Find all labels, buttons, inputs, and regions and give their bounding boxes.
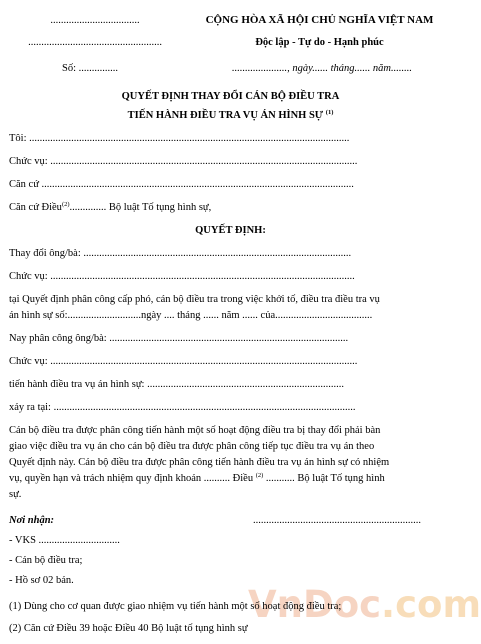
date-line: ....................., ngày...... tháng...... năm........ — [232, 63, 412, 74]
decision-heading: QUYẾT ĐỊNH: — [195, 225, 266, 236]
org-line-2: ................................................... — [28, 37, 162, 48]
recipient-item: - Cán bộ điều tra; — [9, 555, 83, 566]
field-can-cu-dieu: Căn cứ Điều$^{(2)}$.............. Bộ luật Tố tụng hình sự, — [9, 201, 212, 213]
org-line-1: .................................. — [50, 15, 140, 26]
document-title-line-2: TIẾN HÀNH ĐIỀU TRA VỤ ÁN HÌNH SỰ $^{(1)}$ — [127, 109, 334, 121]
footnote-2: (2) Căn cứ Điều 39 hoặc Điều 40 Bộ luật tố tụng hình sự — [9, 623, 248, 634]
paragraph-line-3: Quyết định này. Cán bộ điều tra được phân công tiến hành điều tra vụ án hình sự có nhiệm — [9, 457, 390, 468]
field-tien-hanh: tiến hành điều tra vụ án hình sự: ........................................................................... — [9, 379, 344, 390]
vndoc-watermark: VnDoc.com — [248, 583, 481, 626]
footnote-1: (1) Dùng cho cơ quan được giao nhiệm vụ tiến hành một số hoạt động điều tra; — [9, 601, 342, 612]
recipients-heading: Nơi nhận: — [9, 515, 55, 526]
recipient-item: - Hồ sơ 02 bản. — [9, 575, 74, 586]
paragraph-line-1: Cán bộ điều tra được phân công tiến hành một số hoạt động điều tra bị thay đổi phải bàn — [9, 425, 381, 436]
signature-line: ................................................................ — [253, 515, 421, 526]
tai-quyet-dinh-line-2: án hình sự số:............................ngày .... tháng ...... năm ...... của..................................... — [9, 310, 373, 321]
field-can-cu: Căn cứ ....................................................................................................................... — [9, 179, 354, 190]
field-thay-doi: Thay đổi ông/bà: ...................................................................................................... — [9, 248, 352, 259]
document-title-line-1: QUYẾT ĐỊNH THAY ĐỔI CÁN BỘ ĐIỀU TRA — [121, 91, 340, 102]
tai-quyet-dinh-line-1: tại Quyết định phân công cấp phó, cán bộ điều tra trong việc khởi tố, điều tra điều tra vụ — [9, 294, 380, 305]
document-number: Số: ............... — [62, 63, 119, 74]
field-nay-phan-cong: Nay phân công ông/bà: ........................................................................................... — [9, 333, 349, 344]
paragraph-line-2: giao việc điều tra vụ án cho cán bộ điều tra được phân công tiếp tục điều tra vụ án theo — [9, 441, 375, 452]
field-chuc-vu-1: Chức vụ: ..................................................................................................................... — [9, 156, 358, 167]
paragraph-line-4: vụ, quyền hạn và trách nhiệm quy định khoản .......... Điều $^{(2)}$ ........... Bộ luật Tố tụng hình — [9, 472, 385, 484]
nation-name: CỘNG HÒA XÃ HỘI CHỦ NGHĨA VIỆT NAM — [205, 14, 434, 26]
paragraph-line-5: sự. — [9, 489, 22, 500]
field-toi: Tôi: .......................................................................................................................... — [9, 133, 350, 144]
field-xay-ra-tai: xảy ra tại: ................................................................................................................... — [9, 402, 356, 413]
field-chuc-vu-2: Chức vụ: .................................................................................................................... — [9, 271, 355, 282]
recipient-item: - VKS ............................... — [9, 535, 120, 546]
motto: Độc lập - Tự do - Hạnh phúc — [255, 37, 384, 48]
field-chuc-vu-3: Chức vụ: ..................................................................................................................... — [9, 356, 358, 367]
